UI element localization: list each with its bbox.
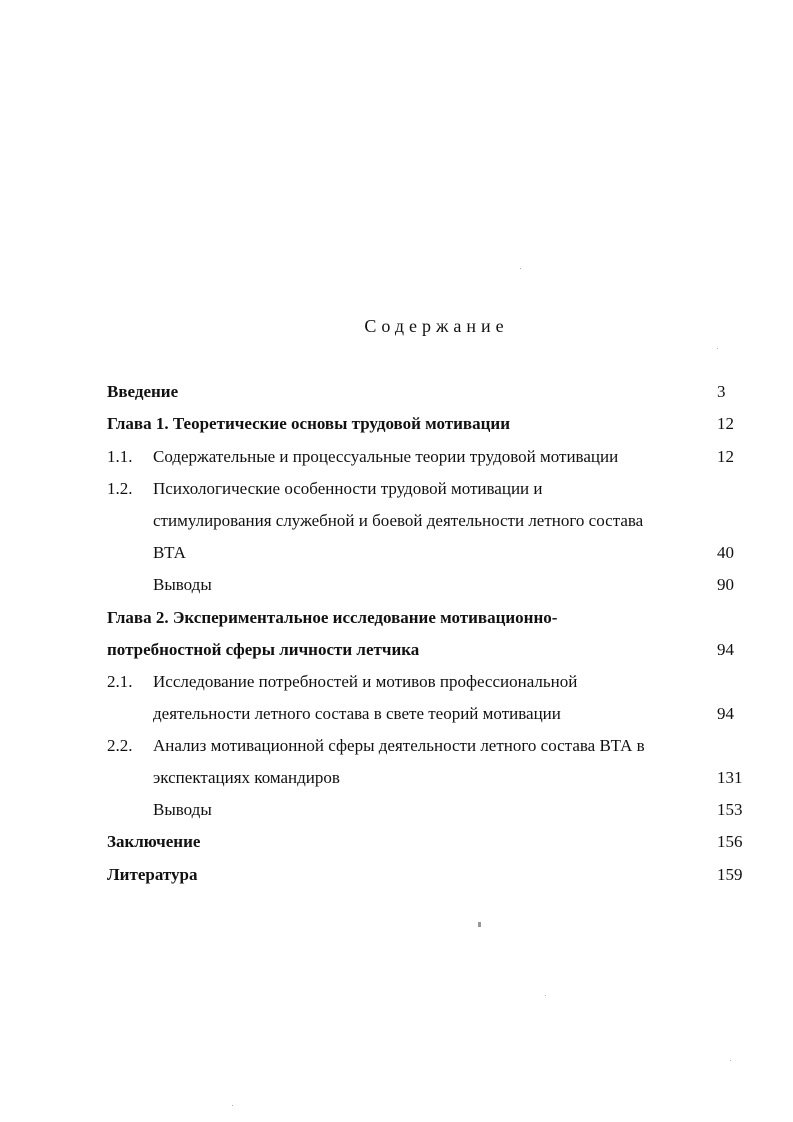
scan-speck	[232, 1105, 233, 1106]
scan-speck	[520, 268, 521, 269]
toc-page-chapter-1: 12	[717, 414, 734, 433]
toc-page-section-1-2: 40	[717, 543, 734, 562]
toc-number-2-2: 2.2.	[107, 736, 133, 755]
scan-speck	[730, 1060, 731, 1061]
toc-number-2-1: 2.1.	[107, 672, 133, 691]
scan-speck	[545, 995, 546, 996]
toc-number-1-2: 1.2.	[107, 479, 133, 498]
toc-entry-literature: Литература	[107, 865, 198, 884]
toc-page-conclusion: 156	[717, 832, 743, 851]
toc-entry-conclusions-2: Выводы	[153, 800, 212, 819]
toc-entry-section-2-2-line-1: Анализ мотивационной сферы деятельности летного состава ВТА в	[153, 736, 645, 755]
toc-page-section-2-2: 131	[717, 768, 743, 787]
toc-entry-section-2-1-line-2: деятельности летного состава в свете теорий мотивации	[153, 704, 561, 723]
toc-page-intro: 3	[717, 382, 726, 401]
toc-entry-section-2-1-line-1: Исследование потребностей и мотивов профессиональной	[153, 672, 578, 691]
toc-entry-conclusion: Заключение	[107, 832, 201, 851]
toc-entry-intro: Введение	[107, 382, 179, 401]
toc-entry-section-1-1: Содержательные и процессуальные теории трудовой мотивации	[153, 447, 619, 466]
toc-entry-section-1-2-line-3: ВТА	[153, 543, 186, 562]
toc-page-literature: 159	[717, 865, 743, 884]
toc-entry-section-1-2-line-1: Психологические особенности трудовой мотивации и	[153, 479, 543, 498]
scan-speck	[478, 922, 481, 927]
toc-title: Содержание	[364, 316, 509, 336]
toc-page-section-2-1: 94	[717, 704, 734, 723]
toc-page-chapter-2: 94	[717, 640, 734, 659]
toc-entry-chapter-2-line-1: Глава 2. Экспериментальное исследование мотивационно-	[107, 608, 558, 627]
toc-page-conclusions-2: 153	[717, 800, 743, 819]
toc-page-conclusions-1: 90	[717, 575, 734, 594]
toc-entry-chapter-2-line-2: потребностной сферы личности летчика	[107, 640, 420, 659]
scan-speck	[717, 348, 718, 349]
toc-entry-section-2-2-line-2: экспектациях командиров	[153, 768, 340, 787]
toc-number-1-1: 1.1.	[107, 447, 133, 466]
toc-entry-section-1-2-line-2: стимулирования служебной и боевой деятельности летного состава	[153, 511, 644, 530]
toc-entry-chapter-1: Глава 1. Теоретические основы трудовой мотивации	[107, 414, 510, 433]
toc-entry-conclusions-1: Выводы	[153, 575, 212, 594]
toc-page-section-1-1: 12	[717, 447, 734, 466]
